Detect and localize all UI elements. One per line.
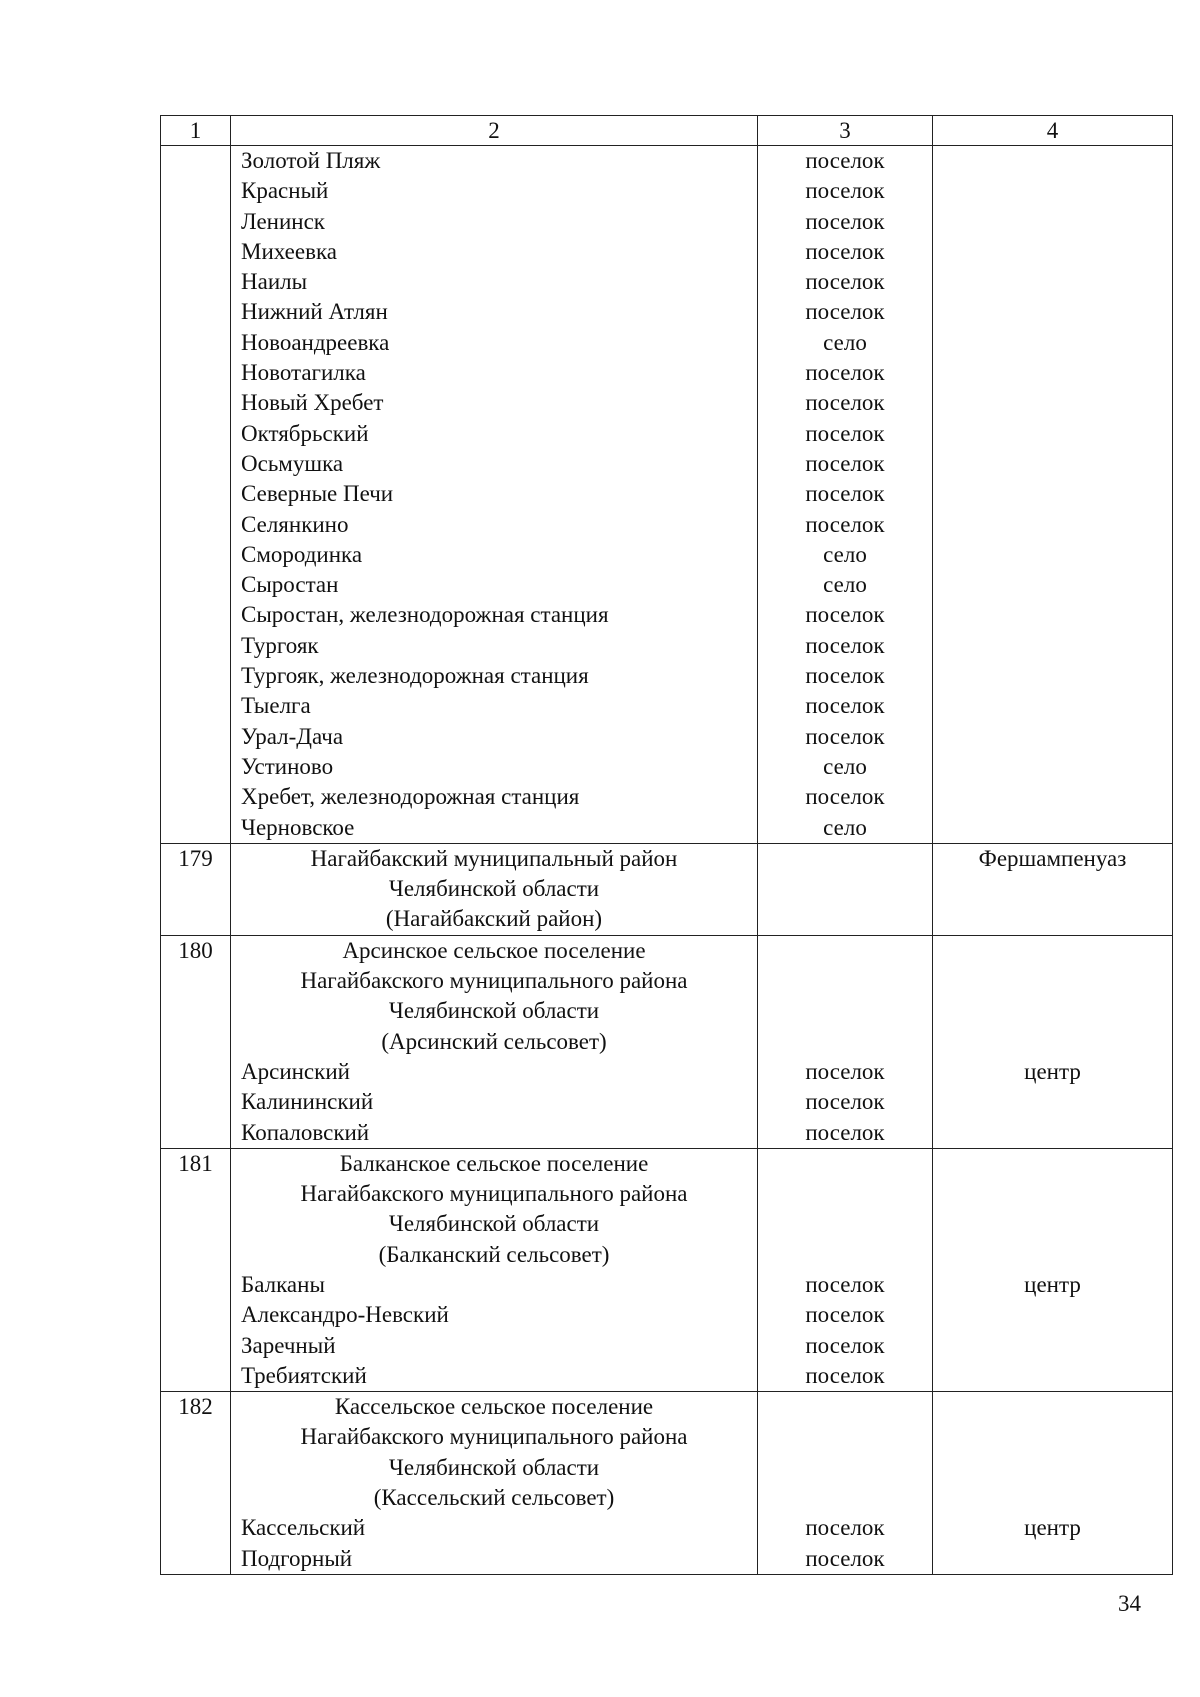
settlement-type: село (823, 814, 867, 840)
settlement-type: поселок (805, 1271, 885, 1297)
row-number: 179 (178, 845, 213, 871)
row-number-cell (161, 935, 231, 1148)
note-cell (933, 935, 1173, 1148)
district-title-line: (Арсинский сельсовет) (381, 1028, 607, 1054)
center-mark: центр (1024, 1515, 1081, 1541)
district-title-line: Нагайбакского муниципального района (300, 1181, 688, 1207)
row-number: 181 (178, 1150, 213, 1176)
settlement-type: поселок (805, 1545, 885, 1571)
type-cell (758, 1148, 933, 1391)
settlement-name: Требиятский (241, 1362, 367, 1388)
settlement-type: поселок (805, 238, 885, 264)
district-title-line: Балканское сельское поселение (339, 1150, 649, 1176)
row-number: 180 (178, 937, 213, 963)
row-number-cell (161, 1148, 231, 1391)
district-title-line: (Балканский сельсовет) (378, 1241, 610, 1267)
settlement-name: Александро-Невский (241, 1302, 449, 1328)
settlement-type: поселок (805, 663, 885, 689)
name-cell (231, 843, 758, 935)
settlement-name: Михеевка (241, 238, 337, 264)
settlement-name: Новотагилка (241, 360, 366, 386)
district-title-line: Кассельское сельское поселение (334, 1394, 654, 1420)
settlement-name: Золотой Пляж (241, 148, 381, 173)
table-row (161, 1392, 1173, 1575)
type-cell (758, 1392, 933, 1575)
note-cell (933, 843, 1173, 935)
settlement-type: село (823, 329, 867, 355)
administrative-center: Фершампенуаз (978, 845, 1127, 871)
row-number-cell (161, 843, 231, 935)
district-title-line: Челябинской области (388, 1211, 600, 1237)
settlement-type: село (823, 753, 867, 779)
type-cell (758, 935, 933, 1148)
name-cell (231, 1392, 758, 1575)
settlement-type: село (823, 541, 867, 567)
settlement-name: Красный (241, 178, 329, 204)
settlement-type: поселок (805, 1058, 885, 1084)
settlement-type: село (823, 572, 867, 598)
settlement-type: поселок (805, 1362, 885, 1388)
settlement-type: поселок (805, 178, 885, 204)
district-title-line: (Кассельский сельсовет) (373, 1485, 615, 1511)
settlement-type: поселок (805, 723, 885, 749)
settlement-type: поселок (805, 784, 885, 810)
district-title-line: Нагайбакского муниципального района (300, 968, 688, 994)
type-cell (758, 146, 933, 844)
settlement-name: Кассельский (241, 1515, 366, 1541)
settlement-name: Арсинский (241, 1058, 350, 1084)
settlement-name: Калининский (241, 1089, 374, 1115)
settlement-name: Новоандреевка (241, 329, 390, 355)
settlement-name: Балканы (241, 1271, 325, 1297)
settlement-type: поселок (805, 450, 885, 476)
settlement-name: Северные Печи (241, 481, 394, 507)
settlement-type: поселок (805, 1119, 885, 1145)
settlement-name: Тыелга (241, 693, 311, 719)
settlement-name: Сыростан (241, 572, 339, 598)
settlement-type: поселок (805, 632, 885, 658)
settlement-name: Селянкино (241, 511, 349, 537)
settlement-name: Октябрьский (241, 420, 369, 446)
settlement-name: Устиново (241, 753, 334, 779)
settlement-name: Новый Хребет (241, 390, 384, 416)
settlement-type: поселок (805, 269, 885, 295)
district-title-line: (Нагайбакский район) (385, 906, 603, 932)
note-cell (933, 1148, 1173, 1391)
name-cell (231, 935, 758, 1148)
district-title-line: Нагайбакского муниципального района (300, 1424, 688, 1450)
name-cell (231, 1148, 758, 1391)
page-number: 34 (1118, 1591, 1141, 1616)
settlement-name: Черновское (241, 814, 355, 840)
district-title-line: Нагайбакский муниципальный район (310, 845, 678, 871)
row-number-cell (161, 1392, 231, 1575)
settlement-name: Заречный (241, 1332, 336, 1358)
district-title-line: Челябинской области (388, 1454, 600, 1480)
settlement-type: поселок (805, 360, 885, 386)
settlement-type: поселок (805, 602, 885, 628)
settlement-name: Смородинка (241, 541, 363, 567)
settlements-table (160, 115, 1173, 1575)
settlement-name: Осьмушка (241, 450, 344, 476)
table-row (161, 146, 1173, 844)
settlement-type: поселок (805, 420, 885, 446)
settlement-type: поселок (805, 1089, 885, 1115)
settlement-name: Тургояк (241, 632, 319, 658)
settlement-type: поселок (805, 299, 885, 325)
header-cell-2: 2 (231, 116, 758, 146)
name-cell (231, 146, 758, 844)
header-cell-4: 4 (933, 116, 1173, 146)
center-mark: центр (1024, 1271, 1081, 1297)
center-mark: центр (1024, 1058, 1081, 1084)
settlement-name: Хребет, железнодорожная станция (241, 784, 580, 810)
header-cell-3: 3 (758, 116, 933, 146)
settlement-type: поселок (805, 1515, 885, 1541)
settlement-type: поселок (805, 148, 885, 173)
row-number-cell (161, 146, 231, 844)
settlement-name: Сыростан, железнодорожная станция (241, 602, 609, 628)
settlement-name: Подгорный (241, 1545, 353, 1571)
settlement-type: поселок (805, 511, 885, 537)
district-title-line: Челябинской области (388, 998, 600, 1024)
district-title-line: Арсинское сельское поселение (342, 937, 646, 963)
settlement-name: Копаловский (241, 1119, 370, 1145)
row-number: 182 (178, 1394, 213, 1420)
table-row (161, 1148, 1173, 1391)
settlement-name: Нижний Атлян (241, 299, 388, 325)
note-cell (933, 146, 1173, 844)
settlement-name: Тургояк, железнодорожная станция (241, 663, 589, 689)
settlement-type: поселок (805, 390, 885, 416)
table-row (161, 843, 1173, 935)
settlement-type: поселок (805, 1302, 885, 1328)
settlement-type: поселок (805, 693, 885, 719)
type-cell (758, 843, 933, 935)
settlement-name: Наилы (241, 269, 308, 295)
note-cell (933, 1392, 1173, 1575)
district-title-line: Челябинской области (388, 876, 600, 902)
settlement-name: Урал-Дача (241, 723, 344, 749)
settlement-type: поселок (805, 481, 885, 507)
header-row (161, 116, 1173, 146)
table-row (161, 935, 1173, 1148)
settlement-name: Ленинск (241, 208, 325, 234)
settlement-type: поселок (805, 1332, 885, 1358)
settlement-type: поселок (805, 208, 885, 234)
header-cell-1: 1 (161, 116, 231, 146)
